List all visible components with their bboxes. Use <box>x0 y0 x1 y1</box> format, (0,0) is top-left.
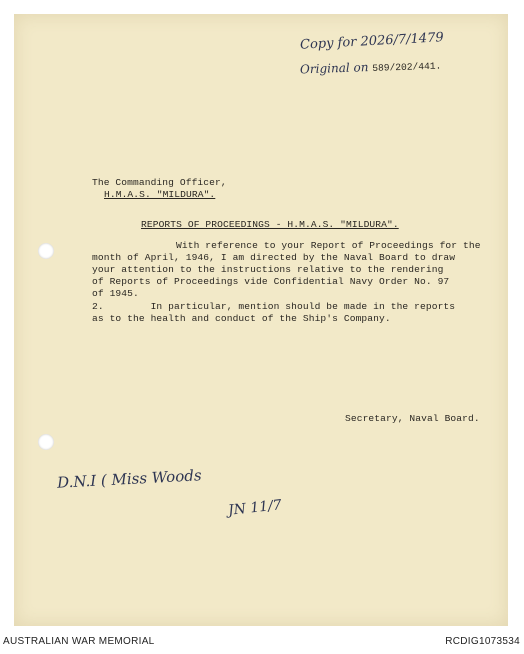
para1-line: of Reports of Proceedings vide Confidential Navy Order No. 97 <box>92 276 450 287</box>
file-number: 589/202/441. <box>372 60 442 74</box>
para1-line: your attention to the instructions relative to the rendering <box>92 264 444 275</box>
handwritten-dn-note: D.N.I ( Miss Woods <box>56 466 202 492</box>
para2-line: 2. In particular, mention should be made in the reports <box>92 301 456 312</box>
footer-source: AUSTRALIAN WAR MEMORIAL <box>3 636 155 647</box>
subject-heading: REPORTS OF PROCEEDINGS - H.M.A.S. "MILDURA". <box>141 219 399 230</box>
para1-line: With reference to your Report of Proceedings for the <box>176 240 481 251</box>
addressee-line-2: H.M.A.S. "MILDURA". <box>104 189 216 200</box>
original-label: Original on <box>299 59 373 77</box>
para1-line: month of April, 1946, I am directed by the Naval Board to draw <box>92 252 456 263</box>
footer-record-id: RCDIG1073534 <box>445 636 520 647</box>
para2-line: as to the health and conduct of the Ship's Company. <box>92 313 391 324</box>
para1-line: of 1945. <box>92 288 139 299</box>
signature-line: Secretary, Naval Board. <box>345 413 480 424</box>
handwritten-copy-note: Copy for 2026/7/1479 <box>299 30 445 53</box>
addressee-line-1: The Commanding Officer, <box>92 177 227 188</box>
punch-hole-top <box>38 243 54 259</box>
handwritten-initials: JN 11/7 <box>227 497 283 519</box>
punch-hole-bottom <box>38 434 54 450</box>
